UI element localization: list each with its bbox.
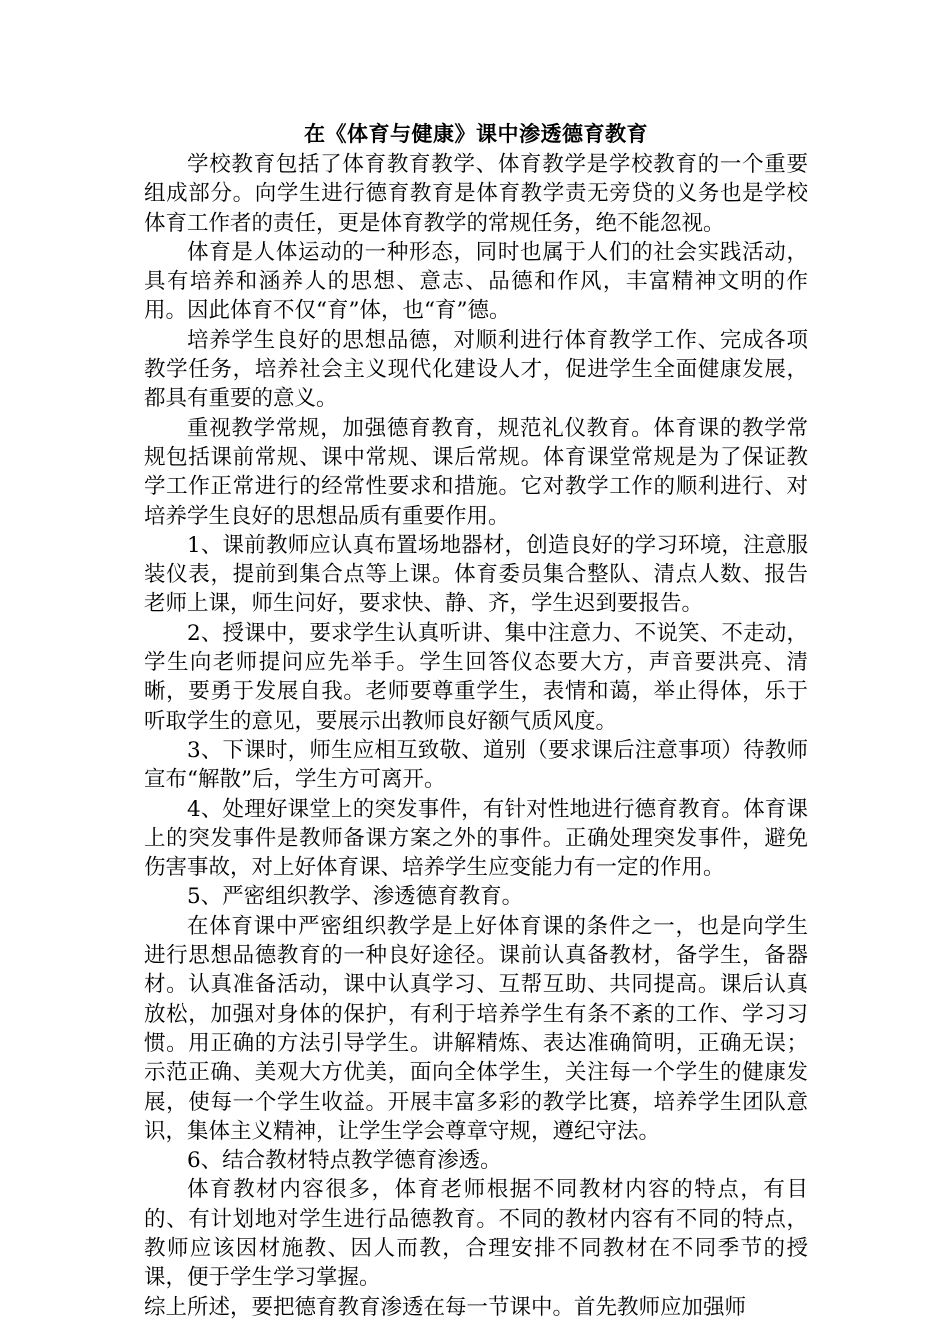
paragraph: 1、课前教师应认真布置场地器材，创造良好的学习环境，注意服装仪表，提前到集合点等上课。体育委员集合整队、清点人数、报告老师上课，师生问好，要求快、静、齐，学生迟到要报告。 <box>144 532 808 617</box>
paragraph: 3、下课时，师生应相互致敬、道别（要求课后注意事项）待教师宣布“解散”后，学生方可离开。 <box>144 737 808 793</box>
paragraph: 2、授课中，要求学生认真听讲、集中注意力、不说笑、不走动，学生向老师提问应先举手。学生回答仪态要大方，声音要洪亮、清晰，要勇于发展自我。老师要尊重学生，表情和蔼，举止得体，乐于听取学生的意见，要展示出教师良好额气质风度。 <box>144 620 808 734</box>
paragraph: 综上所述，要把德育教育渗透在每一节课中。首先教师应加强师 <box>144 1294 747 1320</box>
paragraph: 5、严密组织教学、渗透德育教育。 <box>187 884 524 910</box>
paragraph: 在体育课中严密组织教学是上好体育课的条件之一，也是向学生进行思想品德教育的一种良好途径。课前认真备教材，备学生，备器材。认真准备活动，课中认真学习、互帮互助、共同提高。课后认真放松，加强对身体的保护，有利于培养学生有条不紊的工作、学习习惯。用正确的方法引导学生。讲解精炼、表达准确简明，正确无误；示范正确、美观大方优美，面向全体学生，关注每一个学生的健康发展，使每一个学生收益。开展丰富多彩的教学比赛，培养学生团队意识，集体主义精神，让学生学会尊章守规，遵纪守法。 <box>144 913 808 1144</box>
paragraph: 学校教育包括了体育教育教学、体育教学是学校教育的一个重要组成部分。向学生进行德育教育是体育教学责无旁贷的义务也是学校体育工作者的责任，更是体育教学的常规任务，绝不能忽视。 <box>144 152 808 236</box>
paragraph: 培养学生良好的思想品德，对顺利进行体育教学工作、完成各项教学任务，培养社会主义现代化建设人才，促进学生全面健康发展，都具有重要的意义。 <box>144 327 808 412</box>
paragraph: 重视教学常规，加强德育教育，规范礼仪教育。体育课的教学常规包括课前常规、课中常规、课后常规。体育课堂常规是为了保证教学工作正常进行的经常性要求和措施。它对教学工作的顺利进行、对培养学生良好的思想品质有重要作用。 <box>144 415 808 529</box>
document-body <box>144 118 808 1322</box>
paragraph: 体育教材内容很多，体育老师根据不同教材内容的特点，有目的、有计划地对学生进行品德教育。不同的教材内容有不同的特点，教师应该因材施教、因人而教，合理安排不同教材在不同季节的授课，便于学生学习掌握。 <box>144 1177 808 1291</box>
paragraph: 6、结合教材特点教学德育渗透。 <box>187 1148 502 1174</box>
paragraph: 体育是人体运动的一种形态，同时也属于人们的社会实践活动，具有培养和涵养人的思想、意志、品德和作风，丰富精神文明的作用。因此体育不仅“育”体，也“育”德。 <box>144 239 808 324</box>
paragraph: 4、处理好课堂上的突发事件，有针对性地进行德育教育。体育课上的突发事件是教师备课方案之外的事件。正确处理突发事件，避免伤害事故，对上好体育课、培养学生应变能力有一定的作用。 <box>144 796 808 881</box>
document-title: 在《体育与健康》课中渗透德育教育 <box>304 122 648 146</box>
